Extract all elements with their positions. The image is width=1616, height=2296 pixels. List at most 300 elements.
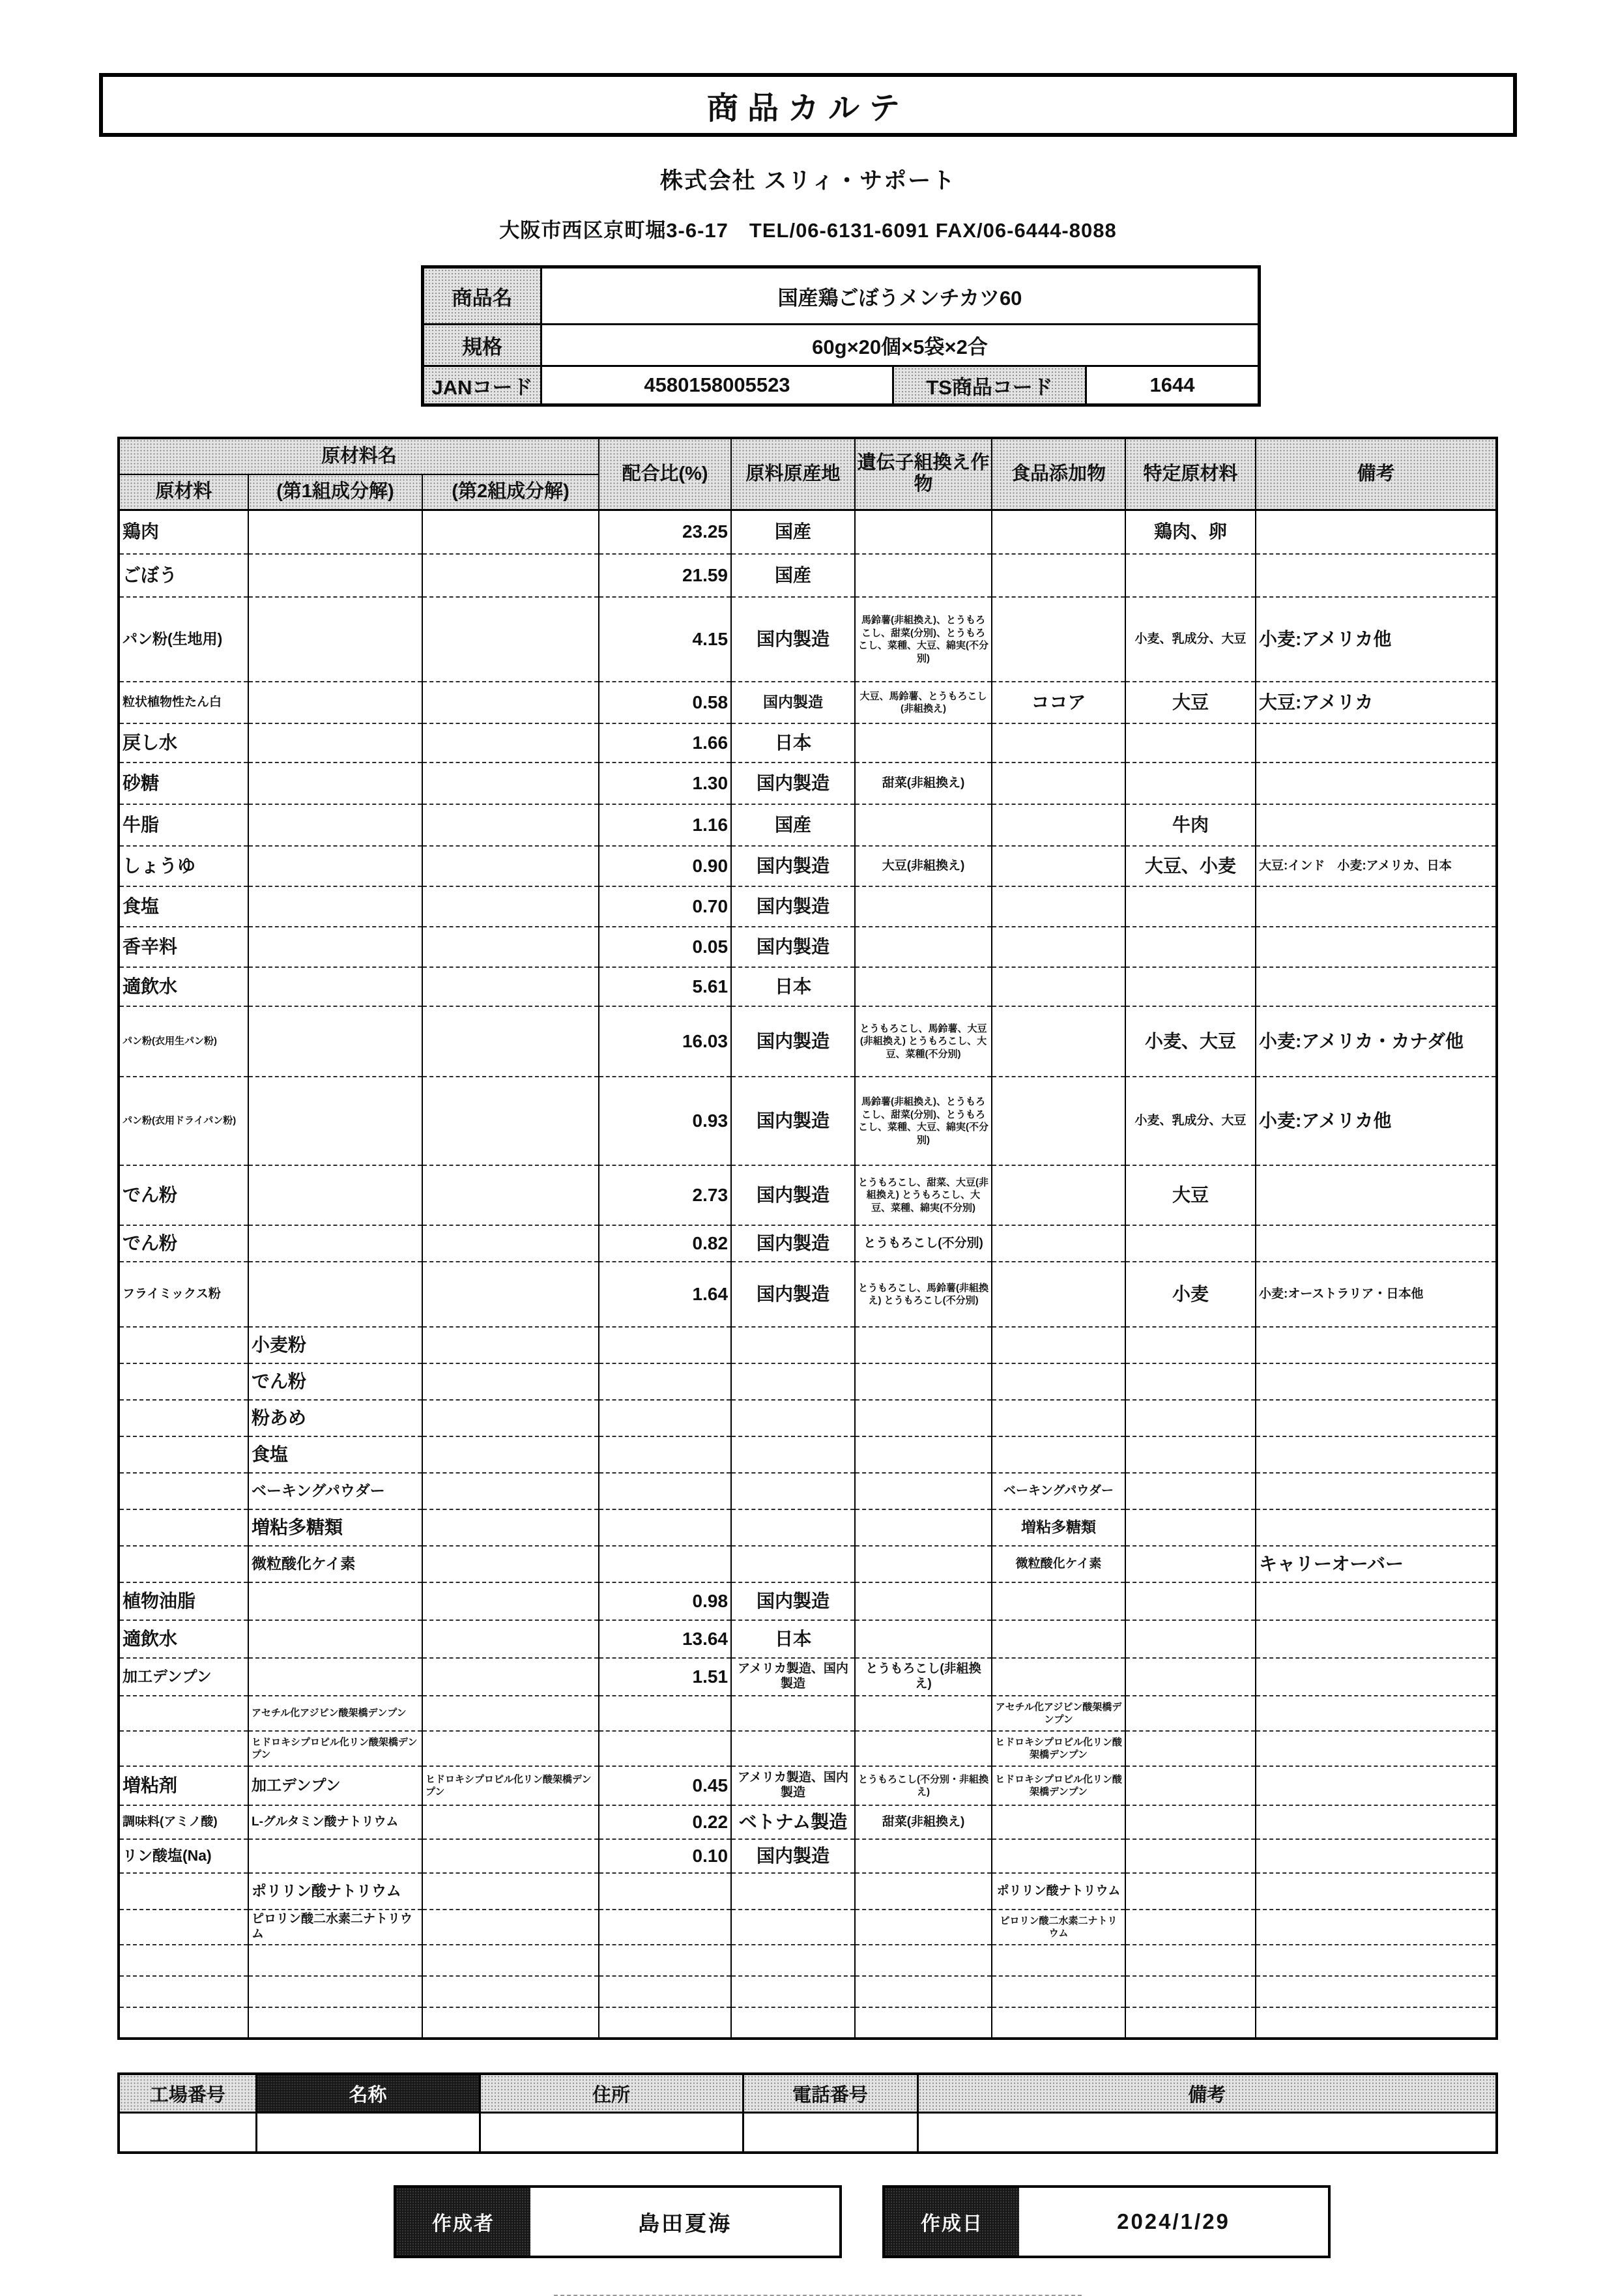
- cell-allergen: 鶏肉、卵: [1125, 510, 1256, 554]
- header-additive: 食品添加物: [992, 438, 1125, 510]
- cell-sub2: [422, 1225, 599, 1262]
- cell-origin: [731, 1976, 855, 2007]
- ingredient-row: [119, 682, 1497, 723]
- cell-name: パン粉(衣用ドライパン粉): [119, 1077, 248, 1165]
- factory-header-row: [119, 2074, 1497, 2113]
- cell-origin: [731, 1473, 855, 1509]
- header-origin: 原料原産地: [731, 438, 855, 510]
- cell-ratio: [599, 1873, 731, 1910]
- cell-allergen: 大豆: [1125, 1165, 1256, 1225]
- header-ratio: 配合比(%): [599, 438, 731, 510]
- cell-sub1: [248, 597, 422, 682]
- cell-allergen: 小麦、乳成分、大豆: [1125, 597, 1256, 682]
- cell-sub1: 加工デンプン: [248, 1766, 422, 1805]
- cell-sub2: [422, 1327, 599, 1363]
- cell-allergen: 小麦、大豆: [1125, 1006, 1256, 1077]
- ts-code-value: 1644: [1086, 366, 1260, 405]
- date-box: [882, 2185, 1331, 2258]
- cell-note: [1256, 1582, 1497, 1620]
- cell-origin: アメリカ製造、国内製造: [731, 1766, 855, 1805]
- cell-sub1: [248, 1582, 422, 1620]
- factory-header-name: 名称: [256, 2074, 480, 2113]
- cell-note: [1256, 1400, 1497, 1436]
- cell-additive: [992, 763, 1125, 804]
- ingredient-row: [119, 886, 1497, 927]
- cell-origin: [731, 1546, 855, 1582]
- cell-allergen: [1125, 1225, 1256, 1262]
- cell-note: [1256, 1696, 1497, 1731]
- cell-origin: 国内製造: [731, 1262, 855, 1327]
- header-allergen: 特定原材料: [1125, 438, 1256, 510]
- cell-name: フライミックス粉: [119, 1262, 248, 1327]
- cell-note: [1256, 1945, 1497, 1976]
- factory-table-body: [119, 2113, 1497, 2153]
- cell-name: 調味料(アミノ酸): [119, 1805, 248, 1839]
- cell-origin: 国内製造: [731, 597, 855, 682]
- cell-allergen: [1125, 1436, 1256, 1473]
- cell-ratio: [599, 1945, 731, 1976]
- cell-sub1: [248, 723, 422, 763]
- cell-gmo: とうもろこし、馬鈴薯(非組換え) とうもろこし(不分別): [855, 1262, 992, 1327]
- cell-ratio: [599, 1976, 731, 2007]
- cell-additive: [992, 927, 1125, 967]
- cell-allergen: [1125, 723, 1256, 763]
- jan-code-label: JANコード: [423, 366, 541, 405]
- ingredient-row: [119, 2007, 1497, 2039]
- cell-allergen: [1125, 1327, 1256, 1363]
- cell-allergen: [1125, 2007, 1256, 2039]
- cell-additive: [992, 1658, 1125, 1696]
- cell-note: [1256, 1436, 1497, 1473]
- cell-sub1: ヒドロキシプロピル化リン酸架橋デンプン: [248, 1731, 422, 1766]
- cell-origin: 国産: [731, 804, 855, 846]
- cell-origin: 国内製造: [731, 1006, 855, 1077]
- cell-sub1: [248, 804, 422, 846]
- jan-code-value: 4580158005523: [541, 366, 893, 405]
- cell-sub2: [422, 1363, 599, 1400]
- cell-gmo: 甜菜(非組換え): [855, 763, 992, 804]
- cell-additive: [992, 804, 1125, 846]
- cell-name: 適飲水: [119, 967, 248, 1006]
- cell-additive: 微粒酸化ケイ素: [992, 1546, 1125, 1582]
- cell-gmo: 馬鈴薯(非組換え)、とうもろこし、甜菜(分別)、とうもろこし、菜種、大豆、綿実(不分別): [855, 597, 992, 682]
- cell-ratio: 0.70: [599, 886, 731, 927]
- cell-sub2: [422, 927, 599, 967]
- cell-sub2: [422, 1165, 599, 1225]
- ingredient-row: [119, 1731, 1497, 1766]
- cell-gmo: [855, 886, 992, 927]
- cell-origin: [731, 1327, 855, 1363]
- cell-sub2: [422, 804, 599, 846]
- product-name-row: [423, 267, 1260, 325]
- cell-additive: ポリリン酸ナトリウム: [992, 1873, 1125, 1910]
- factory-header-number: 工場番号: [119, 2074, 256, 2113]
- cell-name: パン粉(衣用生パン粉): [119, 1006, 248, 1077]
- cell-additive: [992, 723, 1125, 763]
- company-name: 株式会社 スリィ・サポート: [659, 168, 957, 194]
- cell-name: 適飲水: [119, 1620, 248, 1658]
- cell-ratio: 0.98: [599, 1582, 731, 1620]
- cell-note: [1256, 2007, 1497, 2039]
- cell-allergen: [1125, 763, 1256, 804]
- factory-row: [119, 2113, 1497, 2153]
- cell-ratio: [599, 1546, 731, 1582]
- cell-additive: ベーキングパウダー: [992, 1473, 1125, 1509]
- cell-note: [1256, 1805, 1497, 1839]
- cell-sub1: [248, 927, 422, 967]
- cell-gmo: 馬鈴薯(非組換え)、とうもろこし、甜菜(分別)、とうもろこし、菜種、大豆、綿実(不分別): [855, 1077, 992, 1165]
- cell-gmo: [855, 1582, 992, 1620]
- cell-sub2: [422, 1839, 599, 1873]
- cell-additive: ピロリン酸二水素二ナトリウム: [992, 1910, 1125, 1945]
- cell-sub1: [248, 967, 422, 1006]
- ingredient-row: [119, 1976, 1497, 2007]
- factory-cell: [917, 2113, 1497, 2153]
- cell-ratio: 1.16: [599, 804, 731, 846]
- ingredients-table-header: [119, 438, 1497, 510]
- cell-name: [119, 1473, 248, 1509]
- cell-origin: 日本: [731, 1620, 855, 1658]
- ingredient-row: [119, 1262, 1497, 1327]
- cell-note: [1256, 1509, 1497, 1546]
- cell-name: パン粉(生地用): [119, 597, 248, 682]
- cell-origin: 国内製造: [731, 682, 855, 723]
- footer: [394, 2185, 1616, 2258]
- cell-sub2: [422, 1620, 599, 1658]
- ingredients-table-body: [119, 510, 1497, 2039]
- header-sub1: (第1組成分解): [248, 474, 422, 510]
- cell-name: 香辛料: [119, 927, 248, 967]
- cell-gmo: [855, 1620, 992, 1658]
- cell-additive: [992, 886, 1125, 927]
- cell-sub2: [422, 1731, 599, 1766]
- cell-note: 小麦:アメリカ・カナダ他: [1256, 1006, 1497, 1077]
- cell-sub1: [248, 886, 422, 927]
- cell-ratio: 5.61: [599, 967, 731, 1006]
- cell-ratio: 4.15: [599, 597, 731, 682]
- ingredient-row: [119, 1436, 1497, 1473]
- ingredient-row: [119, 1473, 1497, 1509]
- cell-gmo: [855, 1400, 992, 1436]
- cell-ratio: 0.05: [599, 927, 731, 967]
- cell-gmo: [855, 1910, 992, 1945]
- cell-sub1: [248, 1165, 422, 1225]
- cell-sub1: 増粘多糖類: [248, 1509, 422, 1546]
- cell-sub1: ピロリン酸二水素二ナトリウム: [248, 1910, 422, 1945]
- cell-name: [119, 2007, 248, 2039]
- cell-gmo: [855, 1473, 992, 1509]
- cell-additive: [992, 510, 1125, 554]
- cell-additive: [992, 1262, 1125, 1327]
- cell-sub2: [422, 967, 599, 1006]
- cell-ratio: 23.25: [599, 510, 731, 554]
- cell-origin: ベトナム製造: [731, 1805, 855, 1839]
- cell-additive: [992, 554, 1125, 597]
- cell-note: [1256, 1165, 1497, 1225]
- cell-ratio: 1.30: [599, 763, 731, 804]
- cell-gmo: [855, 1976, 992, 2007]
- cell-note: [1256, 1473, 1497, 1509]
- cell-sub2: [422, 1582, 599, 1620]
- cell-note: キャリーオーバー: [1256, 1546, 1497, 1582]
- ingredient-row: [119, 1582, 1497, 1620]
- ingredient-row: [119, 723, 1497, 763]
- cell-ratio: [599, 1509, 731, 1546]
- cell-gmo: [855, 967, 992, 1006]
- cell-ratio: 0.10: [599, 1839, 731, 1873]
- cell-note: [1256, 927, 1497, 967]
- cell-ratio: 21.59: [599, 554, 731, 597]
- cell-sub2: [422, 846, 599, 886]
- ingredient-row: [119, 597, 1497, 682]
- cell-note: [1256, 886, 1497, 927]
- cell-sub2: [422, 1696, 599, 1731]
- cell-additive: [992, 1976, 1125, 2007]
- ingredient-row: [119, 1620, 1497, 1658]
- cell-gmo: [855, 1731, 992, 1766]
- cell-sub1: [248, 1945, 422, 1976]
- cell-sub2: [422, 1262, 599, 1327]
- cell-gmo: 大豆、馬鈴薯、とうもろこし(非組換え): [855, 682, 992, 723]
- cell-additive: [992, 1805, 1125, 1839]
- cell-sub1: [248, 1225, 422, 1262]
- cell-note: 小麦:オーストラリア・日本他: [1256, 1262, 1497, 1327]
- ingredient-row: [119, 1945, 1497, 1976]
- cell-name: 鶏肉: [119, 510, 248, 554]
- cell-gmo: [855, 1945, 992, 1976]
- ingredient-row: [119, 1509, 1497, 1546]
- cell-ratio: 0.58: [599, 682, 731, 723]
- cell-sub2: [422, 723, 599, 763]
- factory-header-phone: 電話番号: [743, 2074, 917, 2113]
- cell-name: [119, 1976, 248, 2007]
- cell-gmo: とうもろこし(非組換え): [855, 1658, 992, 1696]
- cell-sub2: [422, 1473, 599, 1509]
- cell-note: [1256, 1976, 1497, 2007]
- cell-origin: 国内製造: [731, 1165, 855, 1225]
- cell-ratio: 16.03: [599, 1006, 731, 1077]
- cell-allergen: [1125, 1509, 1256, 1546]
- page-title: 商品カルテ: [706, 91, 909, 126]
- cell-origin: [731, 1436, 855, 1473]
- factory-cell: [119, 2113, 256, 2153]
- cell-additive: [992, 1363, 1125, 1400]
- cell-name: [119, 1696, 248, 1731]
- cell-name: [119, 1873, 248, 1910]
- cell-additive: [992, 1839, 1125, 1873]
- cell-sub1: [248, 2007, 422, 2039]
- ingredient-row: [119, 1696, 1497, 1731]
- cell-origin: [731, 1910, 855, 1945]
- cell-additive: [992, 967, 1125, 1006]
- ingredient-row: [119, 1327, 1497, 1363]
- cell-allergen: [1125, 1546, 1256, 1582]
- cell-note: [1256, 1225, 1497, 1262]
- ingredient-row: [119, 1165, 1497, 1225]
- cell-origin: 国内製造: [731, 1077, 855, 1165]
- cell-note: [1256, 1363, 1497, 1400]
- cell-note: [1256, 804, 1497, 846]
- cell-origin: 国内製造: [731, 927, 855, 967]
- author-box: [394, 2185, 842, 2258]
- cell-gmo: 甜菜(非組換え): [855, 1805, 992, 1839]
- cell-gmo: [855, 804, 992, 846]
- date-label: 作成日: [885, 2188, 1019, 2256]
- cell-gmo: とうもろこし、馬鈴薯、大豆(非組換え) とうもろこし、大豆、菜種(不分別): [855, 1006, 992, 1077]
- cell-ratio: [599, 1696, 731, 1731]
- author-value: 島田夏海: [638, 2211, 732, 2235]
- cell-gmo: [855, 510, 992, 554]
- ingredient-row: [119, 1805, 1497, 1839]
- cell-sub1: 微粒酸化ケイ素: [248, 1546, 422, 1582]
- product-info-table: [421, 265, 1261, 407]
- ingredient-row: [119, 1839, 1497, 1873]
- cell-allergen: 小麦、乳成分、大豆: [1125, 1077, 1256, 1165]
- ingredient-row: [119, 1225, 1497, 1262]
- ingredient-row: [119, 763, 1497, 804]
- cell-sub1: [248, 1262, 422, 1327]
- cell-sub2: [422, 510, 599, 554]
- cell-sub2: [422, 1400, 599, 1436]
- cell-sub2: [422, 1945, 599, 1976]
- header-note: 備考: [1256, 438, 1497, 510]
- cell-sub1: ベーキングパウダー: [248, 1473, 422, 1509]
- cell-sub2: [422, 1658, 599, 1696]
- cell-gmo: [855, 1509, 992, 1546]
- cell-sub2: [422, 554, 599, 597]
- cell-note: [1256, 1658, 1497, 1696]
- cell-origin: [731, 1363, 855, 1400]
- cell-name: でん粉: [119, 1225, 248, 1262]
- cell-additive: [992, 1945, 1125, 1976]
- ingredient-row: [119, 1006, 1497, 1077]
- cell-allergen: [1125, 1945, 1256, 1976]
- cell-ratio: [599, 1436, 731, 1473]
- cell-sub2: [422, 1436, 599, 1473]
- cell-ratio: 1.64: [599, 1262, 731, 1327]
- ingredient-row: [119, 1546, 1497, 1582]
- author-label: 作成者: [396, 2188, 530, 2256]
- cell-name: 食塩: [119, 886, 248, 927]
- cell-gmo: [855, 1873, 992, 1910]
- cell-name: 粒状植物性たん白: [119, 682, 248, 723]
- cell-sub1: [248, 1658, 422, 1696]
- cell-additive: ヒドロキシプロピル化リン酸架橋デンプン: [992, 1766, 1125, 1805]
- cell-note: 小麦:アメリカ他: [1256, 1077, 1497, 1165]
- cell-ratio: 0.93: [599, 1077, 731, 1165]
- cell-sub1: アセチル化アジピン酸架橋デンプン: [248, 1696, 422, 1731]
- cell-sub2: [422, 1910, 599, 1945]
- cell-gmo: 大豆(非組換え): [855, 846, 992, 886]
- cell-origin: [731, 1696, 855, 1731]
- cell-note: [1256, 723, 1497, 763]
- cell-additive: [992, 1436, 1125, 1473]
- cell-allergen: [1125, 1363, 1256, 1400]
- cell-sub2: [422, 2007, 599, 2039]
- cell-allergen: [1125, 1696, 1256, 1731]
- cell-additive: アセチル化アジピン酸架橋デンプン: [992, 1696, 1125, 1731]
- cell-gmo: [855, 723, 992, 763]
- cell-origin: [731, 1509, 855, 1546]
- product-name-label: 商品名: [423, 267, 541, 325]
- cell-gmo: [855, 554, 992, 597]
- factory-cell: [256, 2113, 480, 2153]
- ingredient-row: [119, 1400, 1497, 1436]
- cell-allergen: [1125, 1976, 1256, 2007]
- cell-allergen: [1125, 1473, 1256, 1509]
- title-box: [99, 73, 1517, 137]
- cell-allergen: [1125, 1582, 1256, 1620]
- cell-origin: アメリカ製造、国内製造: [731, 1658, 855, 1696]
- cell-ratio: [599, 1910, 731, 1945]
- cell-name: でん粉: [119, 1165, 248, 1225]
- cell-allergen: [1125, 927, 1256, 967]
- ingredient-row: [119, 1873, 1497, 1910]
- factory-cell: [743, 2113, 917, 2153]
- cell-sub2: [422, 597, 599, 682]
- cell-origin: [731, 1731, 855, 1766]
- cell-additive: ヒドロキシプロピル化リン酸架橋デンプン: [992, 1731, 1125, 1766]
- cell-sub2: [422, 763, 599, 804]
- cell-note: 小麦:アメリカ他: [1256, 597, 1497, 682]
- cell-note: [1256, 1327, 1497, 1363]
- ingredient-row: [119, 846, 1497, 886]
- product-spec-value: 60g×20個×5袋×2合: [541, 325, 1260, 366]
- ingredient-row: [119, 1077, 1497, 1165]
- cell-allergen: [1125, 554, 1256, 597]
- cell-name: リン酸塩(Na): [119, 1839, 248, 1873]
- product-jan-row: [423, 366, 1260, 405]
- cell-ratio: 1.51: [599, 1658, 731, 1696]
- cell-allergen: [1125, 1805, 1256, 1839]
- cell-sub1: 小麦粉: [248, 1327, 422, 1363]
- cell-name: [119, 1400, 248, 1436]
- cell-note: [1256, 510, 1497, 554]
- cell-ratio: [599, 1731, 731, 1766]
- header-ingredient-group: 原材料名: [119, 438, 599, 474]
- cell-ratio: [599, 1363, 731, 1400]
- cell-allergen: [1125, 1731, 1256, 1766]
- cell-sub1: [248, 1077, 422, 1165]
- cell-ratio: 0.22: [599, 1805, 731, 1839]
- cell-ratio: [599, 2007, 731, 2039]
- cell-gmo: [855, 1839, 992, 1873]
- cell-allergen: [1125, 886, 1256, 927]
- cell-sub1: [248, 1006, 422, 1077]
- cell-sub2: [422, 1006, 599, 1077]
- cell-sub1: でん粉: [248, 1363, 422, 1400]
- cell-note: [1256, 554, 1497, 597]
- cell-ratio: [599, 1400, 731, 1436]
- cell-gmo: [855, 1696, 992, 1731]
- cell-ratio: 0.45: [599, 1766, 731, 1805]
- cell-note: [1256, 1766, 1497, 1805]
- product-spec-row: [423, 325, 1260, 366]
- cell-sub2: [422, 1805, 599, 1839]
- cell-note: [1256, 967, 1497, 1006]
- cell-origin: 国内製造: [731, 846, 855, 886]
- cell-name: ごぼう: [119, 554, 248, 597]
- header-ingredient: 原材料: [119, 474, 248, 510]
- cell-gmo: とうもろこし、甜菜、大豆(非組換え) とうもろこし、大豆、菜種、綿実(不分別): [855, 1165, 992, 1225]
- cell-sub1: [248, 554, 422, 597]
- cell-sub2: [422, 1976, 599, 2007]
- cell-additive: [992, 1006, 1125, 1077]
- cell-gmo: [855, 2007, 992, 2039]
- cell-gmo: [855, 1327, 992, 1363]
- cell-sub2: ヒドロキシプロピル化リン酸架橋デンプン: [422, 1766, 599, 1805]
- cell-allergen: [1125, 967, 1256, 1006]
